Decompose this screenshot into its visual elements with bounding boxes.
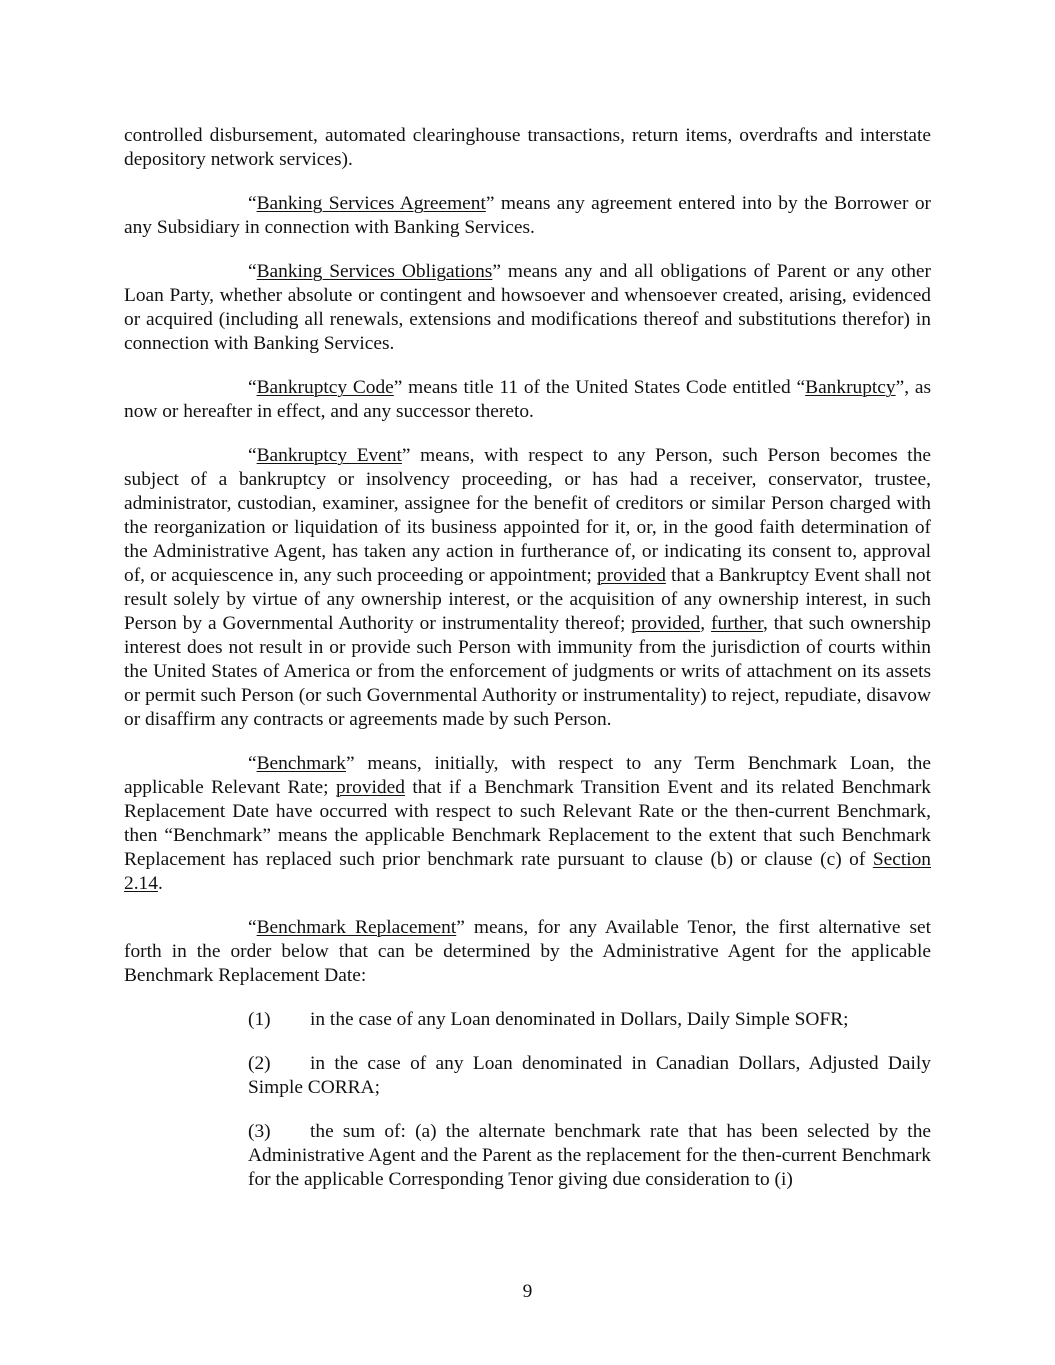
definition-body: ” means any and all obligations of Parent or any other Loan Party, whether absolute or contingent and howsoever and whensoever created, arising, evidenced or acquired (including all renewals, extensions and modifications thereof and substitutions therefor) in connection with Banking Services. bbox=[124, 261, 931, 354]
definition-banking-services-agreement bbox=[124, 192, 931, 240]
open-quote: “ bbox=[248, 261, 257, 282]
definition-benchmark-replacement bbox=[124, 916, 931, 988]
list-item bbox=[248, 1052, 931, 1100]
comma: , bbox=[700, 613, 711, 634]
list-item-text: the sum of: (a) the alternate benchmark rate that has been selected by the Administrative Agent and the Parent as the replacement for the then-current Benchmark for the applicable Corresponding Tenor giving due consideration to (i) bbox=[248, 1121, 931, 1190]
period: . bbox=[157, 873, 163, 894]
list-item-text: in the case of any Loan denominated in Canadian Dollars, Adjusted Daily Simple CORRA; bbox=[248, 1053, 931, 1098]
defined-term: Bankruptcy Event bbox=[256, 445, 402, 466]
definition-banking-services-obligations bbox=[124, 260, 931, 356]
defined-term: Bankruptcy Code bbox=[256, 377, 394, 398]
open-quote: “ bbox=[248, 193, 257, 214]
paragraph-continuation: controlled disbursement, automated clearinghouse transactions, return items, overdrafts and interstate depository network services). bbox=[124, 125, 931, 170]
list-item-number: (1) bbox=[248, 1009, 271, 1030]
defined-term: Banking Services Agreement bbox=[256, 193, 486, 214]
definition-body: ” means, for any Available Tenor, the first alternative set forth in the order below that can be determined by the Administrative Agent for the applicable Benchmark Replacement Date: bbox=[124, 917, 931, 986]
definition-bankruptcy-event bbox=[124, 444, 931, 732]
benchmark-replacement-list bbox=[248, 1008, 931, 1192]
definition-benchmark bbox=[124, 752, 931, 896]
definition-body: ” means any agreement entered into by the Borrower or any Subsidiary in connection with Banking Services. bbox=[124, 193, 931, 238]
definition-body: ” means, with respect to any Person, such Person becomes the subject of a bankruptcy or insolvency proceeding, or has had a receiver, conservator, trustee, administrator, custodian, examiner, assignee for the benefit of creditors or similar Person charged with the reorganization or liquidation of its business appointed for it, or, in the good faith determination of the Administrative Agent, has taken any action in furtherance of, or indicating its consent to, approval of, or acquiescence in, any such proceeding or appointment; bbox=[124, 445, 931, 586]
definition-bankruptcy-code bbox=[124, 376, 931, 424]
proviso-provided: provided bbox=[631, 613, 701, 634]
list-item-number: (3) bbox=[248, 1121, 271, 1142]
defined-term-secondary: Bankruptcy bbox=[805, 377, 896, 398]
proviso-further: further bbox=[711, 613, 763, 634]
list-item bbox=[248, 1008, 931, 1032]
open-quote: “ bbox=[248, 445, 257, 466]
document-page bbox=[124, 124, 931, 1212]
page-number: 9 bbox=[522, 1281, 533, 1302]
open-quote: “ bbox=[248, 377, 257, 398]
list-item-number: (2) bbox=[248, 1053, 271, 1074]
definition-body: that a Bankruptcy Event shall not result solely by virtue of any ownership interest, or the acquisition of any ownership interest, in such Person by a Governmental Authority or instrumentality thereof; bbox=[124, 565, 931, 634]
defined-term: Benchmark bbox=[256, 753, 346, 774]
defined-term: Banking Services Obligations bbox=[256, 261, 493, 282]
definition-body-end: ”, as now or hereafter in effect, and any successor thereto. bbox=[124, 377, 931, 422]
list-item bbox=[248, 1120, 931, 1192]
list-item-text: in the case of any Loan denominated in Dollars, Daily Simple SOFR; bbox=[310, 1009, 849, 1030]
open-quote: “ bbox=[248, 753, 257, 774]
definition-body: , that such ownership interest does not result in or provide such Person with immunity from the jurisdiction of courts within the United States of America or from the enforcement of judgments or writs of attachment on its assets or permit such Person (or such Governmental Authority or instrumentality) to reject, repudiate, disavow or disaffirm any contracts or agreements made by such Person. bbox=[124, 613, 932, 730]
open-quote: “ bbox=[248, 917, 257, 938]
definition-body: that if a Benchmark Transition Event and its related Benchmark Replacement Date have occurred with respect to such Relevant Rate or the then-current Benchmark, then “Benchmark” means the applicable Benchmark Replacement to the extent that such Benchmark Replacement has replaced such prior benchmark rate pursuant to clause (b) or clause (c) of bbox=[124, 777, 931, 870]
proviso-provided: provided bbox=[335, 777, 405, 798]
proviso-provided: provided bbox=[596, 565, 666, 586]
section-reference: Section 2.14 bbox=[124, 849, 931, 894]
definition-body: ” means title 11 of the United States Code entitled “ bbox=[393, 377, 806, 398]
defined-term: Benchmark Replacement bbox=[256, 917, 457, 938]
definition-body: ” means, initially, with respect to any Term Benchmark Loan, the applicable Relevant Rate; bbox=[124, 753, 931, 798]
